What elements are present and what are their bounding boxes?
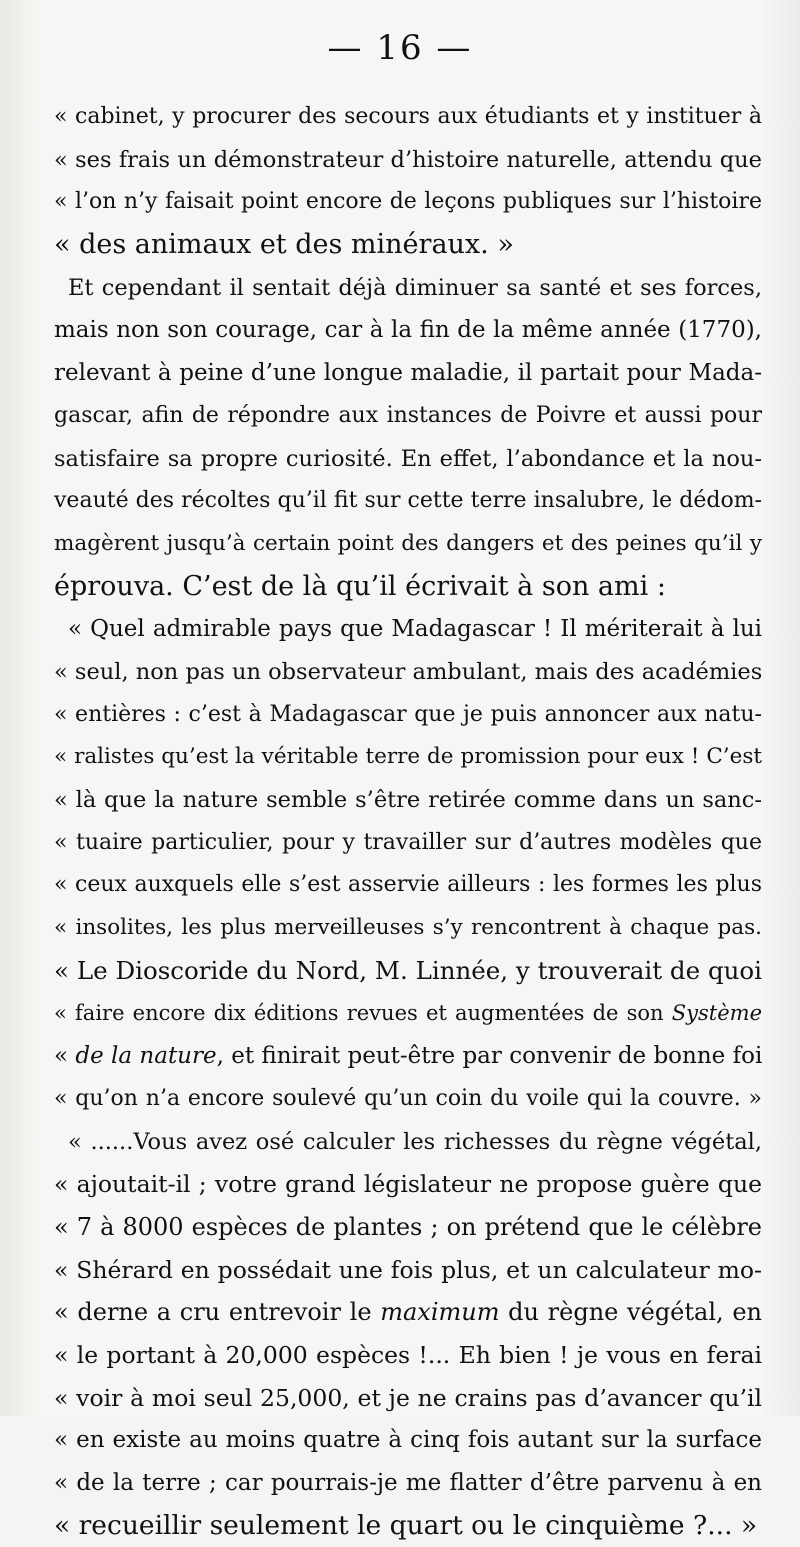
text-line	[54, 1462, 762, 1505]
text-line-content: veauté des récoltes qu’il fit sur cette terre insalubre, le dédom-	[54, 488, 762, 514]
text-line-content: « recueillir seulement le quart ou le cinquième ?... »	[54, 1509, 758, 1541]
text-line-content: « ceux auxquels elle s’est asservie ailleurs : les formes les plus	[54, 872, 762, 898]
text-line	[54, 1206, 762, 1249]
text-line	[54, 267, 762, 310]
text-line	[54, 480, 762, 523]
text-line-content: mais non son courage, car à la fin de la même année (1770),	[54, 317, 762, 344]
text-line	[54, 822, 762, 865]
text-line-content: relevant à peine d’une longue maladie, il partait pour Mada-	[54, 360, 762, 387]
text-line	[54, 736, 762, 779]
text-line-content: « Quel admirable pays que Madagascar ! Il mériterait à lui	[68, 616, 762, 643]
text-line-content: éprouva. C’est de là qu’il écrivait à son ami :	[54, 570, 666, 602]
text-line	[54, 950, 762, 993]
text-line	[54, 694, 762, 737]
text-line-content: « de la terre ; car pourrais-je me flatter d’être parvenu à en	[54, 1470, 762, 1496]
text-line	[54, 1377, 762, 1420]
text-line-content: « tuaire particulier, pour y travailler sur d’autres modèles que	[54, 829, 762, 855]
text-line	[54, 992, 762, 1035]
text-line-content: « derne a cru entrevoir le	[54, 1298, 381, 1327]
text-line-content: « ajoutait-il ; votre grand législateur ne propose guère que	[54, 1170, 762, 1199]
text-line-content: gascar, afin de répondre aux instances de Poivre et aussi pour	[54, 402, 762, 428]
text-line	[54, 309, 762, 352]
text-line	[54, 139, 762, 182]
text-line	[54, 779, 762, 822]
text-line	[54, 1078, 762, 1121]
text-line-tail: du règne végétal, en	[499, 1298, 762, 1327]
text-line	[54, 224, 762, 267]
text-line	[54, 96, 762, 139]
italic-phrase: maximum	[380, 1298, 500, 1327]
text-line	[54, 1121, 762, 1164]
text-line	[54, 438, 762, 481]
page-number: — 16 —	[327, 28, 473, 68]
text-line-content: « voir à moi seul 25,000, et je ne crains pas d’avancer qu’il	[54, 1383, 762, 1412]
text-line-content: « ralistes qu’est la véritable terre de promission pour eux ! C’est	[54, 744, 762, 770]
text-line-content: « ......Vous avez osé calculer les richesses du règne végétal,	[68, 1128, 762, 1155]
text-line	[54, 395, 762, 438]
text-line-tail: , et finirait peut-être par convenir de bonne foi	[216, 1043, 763, 1070]
text-line-content: «	[54, 1043, 76, 1070]
text-line	[54, 907, 762, 950]
text-line-content: « qu’on n’a encore soulevé qu’un coin du voile qui la couvre. »	[54, 1085, 762, 1111]
italic-phrase: Système	[671, 1001, 762, 1026]
text-line-content: « faire encore dix éditions revues et augmentées de son	[54, 1001, 672, 1026]
text-line	[54, 352, 762, 395]
text-line-content: « Shérard en possédait une fois plus, et un calculateur mo-	[54, 1255, 762, 1284]
text-line-content: « l’on n’y faisait point encore de leçons publiques sur l’histoire	[54, 189, 762, 215]
text-line-content: Et cependant il sentait déjà diminuer sa santé et ses forces,	[68, 274, 762, 301]
text-line-content: « ses frais un démonstrateur d’histoire naturelle, attendu que	[54, 146, 762, 173]
text-line-content: « insolites, les plus merveilleuses s’y rencontrent à chaque pas.	[54, 915, 762, 941]
text-line	[54, 608, 762, 651]
text-line	[54, 1291, 762, 1334]
text-line-content: magèrent jusqu’à certain point des dangers et des peines qu’il y	[54, 530, 762, 556]
text-line-content: « entières : c’est à Madagascar que je puis annoncer aux natu-	[54, 701, 762, 727]
text-line	[54, 1035, 762, 1078]
italic-phrase: de la nature	[75, 1043, 217, 1070]
text-line	[54, 1334, 762, 1377]
text-line	[54, 1163, 762, 1206]
text-line-content: « des animaux et des minéraux. »	[54, 229, 514, 261]
text-line	[54, 523, 762, 566]
text-line	[54, 566, 762, 609]
text-line-content: « en existe au moins quatre à cinq fois autant sur la surface	[54, 1427, 762, 1454]
text-line	[54, 181, 762, 224]
text-line-content: « là que la nature semble s’être retirée comme dans un sanc-	[54, 787, 762, 813]
text-line	[54, 1505, 762, 1547]
text-line-content: « Le Dioscoride du Nord, M. Linnée, y trouverait de quoi	[54, 955, 762, 985]
text-line	[54, 1249, 762, 1292]
text-line	[54, 864, 762, 907]
text-line-content: « 7 à 8000 espèces de plantes ; on prétend que le célèbre	[54, 1212, 762, 1241]
text-line-content: « le portant à 20,000 espèces !... Eh bien ! je vous en ferai	[54, 1340, 762, 1369]
text-line	[54, 651, 762, 694]
text-line-content: « cabinet, y procurer des secours aux étudiants et y instituer à	[54, 104, 762, 129]
text-line	[54, 1419, 762, 1462]
text-line-content: « seul, non pas un observateur ambulant, mais des académies	[54, 658, 763, 685]
body-text	[54, 96, 762, 1547]
text-line-content: satisfaire sa propre curiosité. En effet, l’abondance et la nou-	[54, 445, 762, 472]
